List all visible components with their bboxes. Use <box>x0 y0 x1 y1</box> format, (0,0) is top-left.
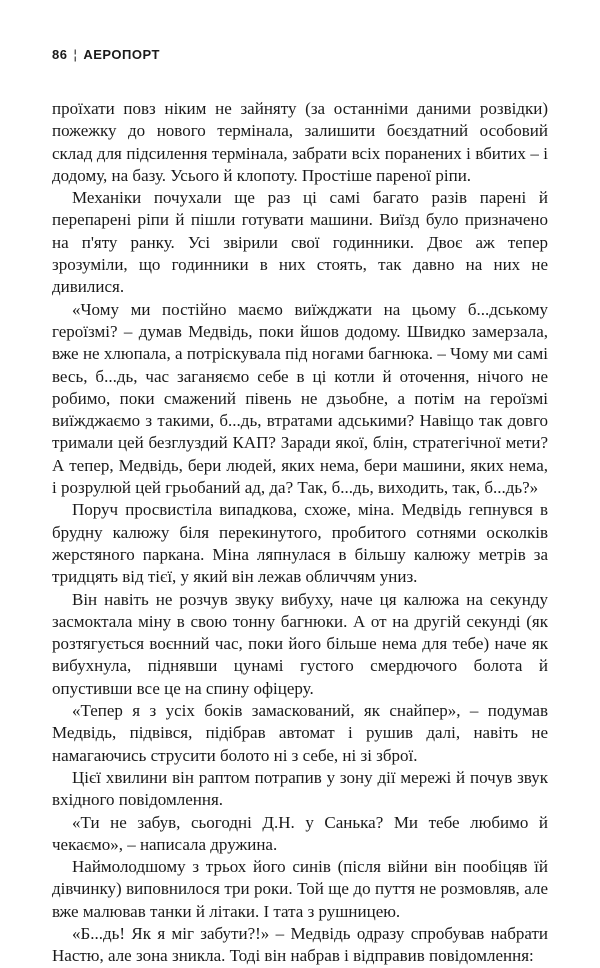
paragraph: «Ти не забув, сьогодні Д.Н. у Санька? Ми тебе любимо й чекаємо», – написала дружина. <box>52 812 548 854</box>
running-title: АЕРОПОРТ <box>83 47 160 62</box>
paragraph: Цієї хвилини він раптом потрапив у зону дії мережі й почув звук вхідного повідомлення. <box>52 767 548 810</box>
paragraph: Механіки почухали ще раз ці самі багато разів парені й перепарені ріпи й пішли готувати машини. Виїзд було призначено на п'яту ранку. Усі звірили свої годинники. Двоє аж тепер зрозуміли, що годинники в них стоять, так давно на них не дивилися. <box>52 188 548 297</box>
paragraph: «Чому ми постійно маємо виїжджати на цьому б...дському героїзмі? – думав Медвідь, поки йшов додому. Швидко замерзала, вже не хлюпала, а потріскувала під ногами багнюка. – Чому ми самі весь, б...дь, час заганяємо себе в ці котли й оточення, нічого не робимо, поки смажений півень не дзьобне, а потім на героїзмі виїжджаємо з такими, б...дь, втратами адськими? Навіщо так довго тримали цей безглуздий КАП? Заради якої, блін, стратегічної мети? А тепер, Медвідь, бери людей, яких нема, бери машини, яких нема, і розрулюй цей грьобаний ад, да? Так, б...дь, виходить, так, б...дь?» <box>52 299 548 498</box>
body-text <box>52 98 548 968</box>
paragraph: Наймолодшому з трьох його синів (після війни він пообіцяв їй дівчинку) виповнилося три роки. Той ще до пуття не розмовляв, але вже малював танки й літаки. І тата з рушницею. <box>52 857 548 921</box>
paragraph: «Тепер я з усіх боків замаскований, як снайпер», – подумав Медвідь, підвівся, підібрав автомат і рушив далі, навіть не намагаючись струсити болото ні з себе, ні зі зброї. <box>52 701 548 765</box>
paragraph: Поруч просвистіла випадкова, схоже, міна. Медвідь гепнувся в брудну калюжу біля перекинутого, пробитого сотнями осколків жерстяного паркана. Міна ляпнулася в більшу калюжу метрів за тридцять від тієї, у який він лежав обличчям униз. <box>52 500 548 587</box>
paragraph: Він навіть не розчув звуку вибуху, наче ця калюжа на секунду засмоктала міну в свою тонну багнюки. А от на другій секунді (як розтягується воєнний час, поки його більше нема для тебе) наче як вибухнула, піднявши цунамі густого смердючого болота й опустивши все це на спину офіцеру. <box>52 589 548 698</box>
paragraph: проїхати повз ніким не зайняту (за останніми даними розвідки) пожежку до нового термінала, залишити боєздатний особовий склад для підсилення термінала, забрати всіх поранених і вбитих – і додому, на базу. Усього й клопоту. Простіше пареної ріпи. <box>52 99 548 185</box>
paragraph: «Б...дь! Як я міг забути?!» – Медвідь одразу спробував набрати Настю, але зона зникла. Тоді він набрав і відправив повідомлення: <box>52 923 548 966</box>
page-number: 86 <box>52 47 68 62</box>
header-separator: ¦ <box>73 47 78 62</box>
running-header <box>52 47 160 62</box>
